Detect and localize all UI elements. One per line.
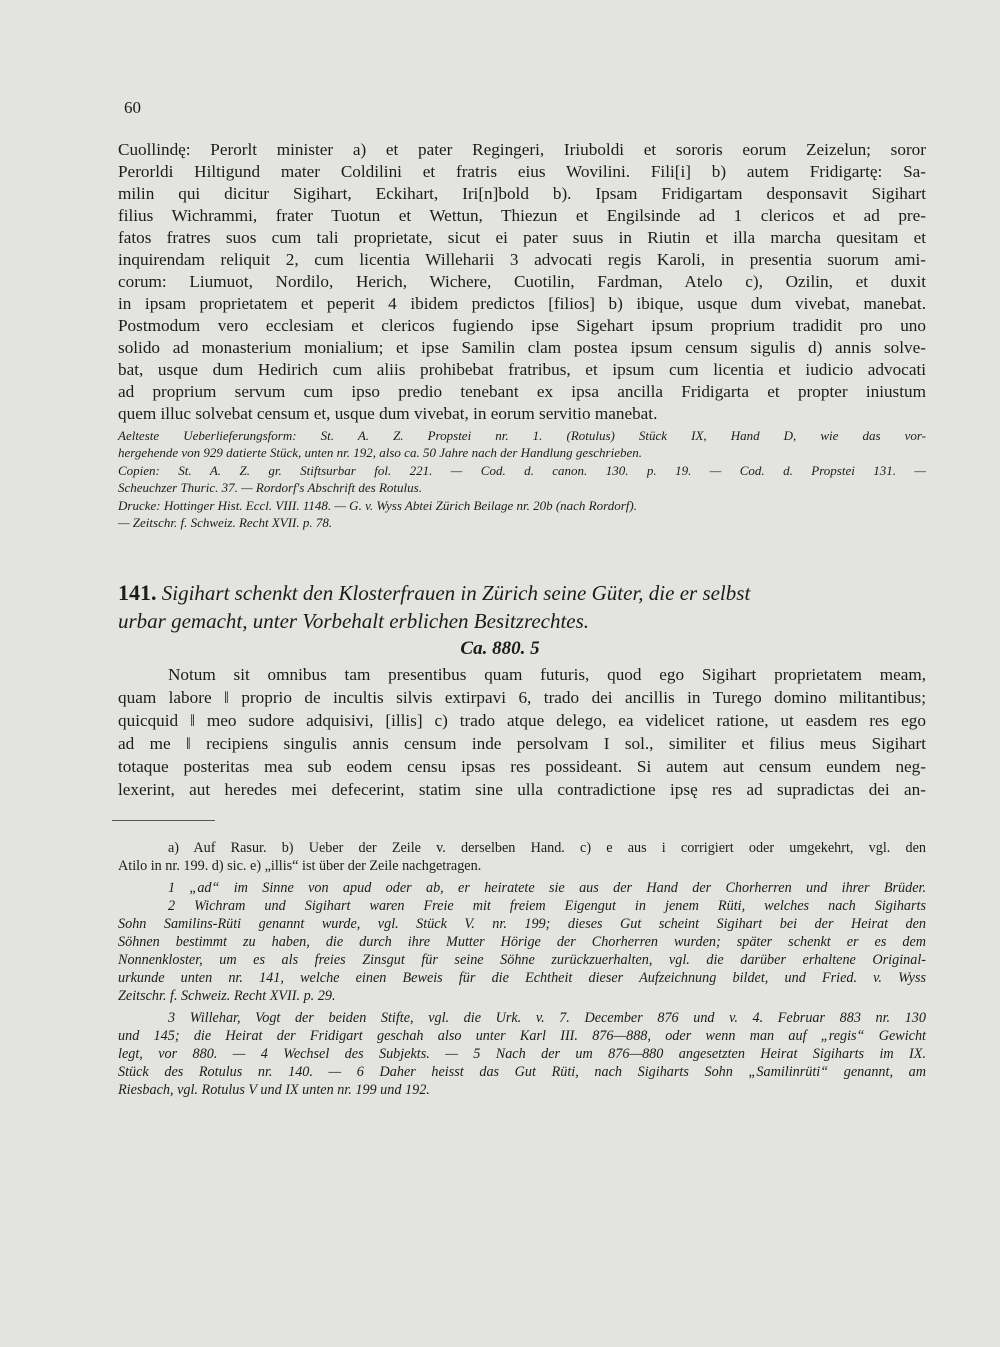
- text-line: quem illuc solvebat censum et, usque dum vivebat, in eorum servitio manebat.: [118, 404, 658, 423]
- charter-date: Ca. 880. 5: [460, 638, 540, 659]
- charter-text-line: totaque posteritas mea sub eodem censu ipsas res possideant. Si autem aut censum eundem neg-: [118, 757, 926, 776]
- charter-text-line: lexerint, aut heredes mei defecerint, statim sine ulla contradictione ipsę res ad supradictas dei an-: [118, 780, 926, 799]
- source-line: Copien: St. A. Z. gr. Stiftsurbar fol. 221. — Cod. d. canon. 130. p. 19. — Cod. d. Propstei 131. —: [118, 463, 926, 478]
- footnote-divider: [112, 820, 215, 821]
- charter-title-line: urbar gemacht, unter Vorbehalt erblichen Besitzrechtes.: [118, 609, 590, 633]
- text-line: Cuollindę: Perorlt minister a) et pater Regingeri, Iriuboldi et sororis eorum Zeizelun; soror: [118, 140, 926, 159]
- text-line: Postmodum vero ecclesiam et clericos fugiendo ipse Sigehart ipsum proprium tradidit pro uno: [118, 316, 926, 335]
- text-line: solido ad monasterium monialium; et ipse Samilin clam postea ipsum censum sigulis d) annis solve-: [118, 338, 926, 357]
- source-line: — Zeitschr. f. Schweiz. Recht XVII. p. 78.: [118, 515, 333, 530]
- numbered-note-line: und 145; die Heirat der Fridigart geschah also unter Karl III. 876—888, oder wenn man auf „regis“ Gewicht: [118, 1028, 926, 1044]
- charter-text-line: quicquid ‖ meo sudore adquisivi, [illis] c) trado atque delego, ea videlicet ratione, ut easdem res ego: [118, 711, 926, 730]
- text-line: Perorldi Hiltigund mater Coldilini et fratris eius Wovilini. Fili[i] b) autem Fridigartę: Sa-: [118, 162, 926, 181]
- text-line: milin qui dicitur Sigihart, Eckihart, Iri[n]bold b). Ipsam Fridigartam desponsavit Sigihart: [118, 184, 926, 203]
- text-line: in ipsam proprietatem et peperit 4 ibidem predictos [filios] b) ibique, usque dum vivebat, manebat.: [118, 294, 926, 313]
- numbered-note-line: 3 Willehar, Vogt der beiden Stifte, vgl. die Urk. v. 7. December 876 und v. 4. Februar 883 nr. 130: [168, 1010, 926, 1026]
- footnote-line: Atilo in nr. 199. d) sic. e) „illis“ ist über der Zeile nachgetragen.: [118, 858, 482, 874]
- source-line: Scheuchzer Thuric. 37. — Rordorf's Abschrift des Rotulus.: [118, 480, 422, 495]
- charter-text-line: Notum sit omnibus tam presentibus quam futuris, quod ego Sigihart proprietatem meam,: [168, 665, 926, 684]
- charter-text-line: quam labore ‖ proprio de incultis silvis extirpavi 6, trado dei ancillis in Turego domino militantibus;: [118, 688, 926, 707]
- numbered-note-line: Zeitschr. f. Schweiz. Recht XVII. p. 29.: [118, 988, 336, 1004]
- charter-number: 141.: [118, 580, 157, 605]
- numbered-note-line: Riesbach, vgl. Rotulus V und IX unten nr. 199 und 192.: [118, 1082, 430, 1098]
- page-number: 60: [124, 98, 141, 117]
- source-line: Drucke: Hottinger Hist. Eccl. VIII. 1148. — G. v. Wyss Abtei Zürich Beilage nr. 20b (nach Rordorf).: [118, 498, 637, 513]
- charter-title-line: Sigihart schenkt den Klosterfrauen in Zürich seine Güter, die er selbst: [161, 581, 751, 605]
- numbered-note-line: Sohn Samilins-Rüti genannt wurde, vgl. Stück V. nr. 199; dieses Gut scheint Sigihart bei der Heirat den: [118, 916, 926, 932]
- numbered-note-line: 2 Wichram und Sigihart waren Freie mit freiem Eigengut in jenem Rüti, welches nach Sigiharts: [168, 898, 926, 914]
- numbered-note-line: legt, vor 880. — 4 Wechsel des Subjekts. — 5 Nach der um 876—880 angesetzten Heirat Sigiharts im IX.: [118, 1046, 926, 1062]
- numbered-note-line: Nonnenkloster, um es als freies Zinsgut für seine Söhne zurückzuerhalten, vgl. die darüber erhaltene Original-: [118, 952, 926, 968]
- text-line: bat, usque dum Hedirich cum aliis prohibebat fratribus, et ipsum cum licentia et iudicio advocati: [118, 360, 926, 379]
- text-line: inquirendam reliquit 2, cum licentia Willeharii 3 advocati regis Karoli, in presentia suorum ami-: [118, 250, 926, 269]
- charter-text-line: ad me ‖ recipiens singulis annis censum inde persolvam I sol., similiter et filius meus Sigihart: [118, 734, 926, 753]
- numbered-note-line: Söhnen bestimmt zu haben, die durch ihre Mutter Hörige der Chorherren wurden; später schenkt er es dem: [118, 934, 926, 950]
- numbered-note-line: Stück des Rotulus nr. 140. — 6 Daher heisst das Gut Rüti, nach Sigiharts Sohn „Samilinrüti“ genannt, am: [118, 1064, 926, 1080]
- source-line: hergehende von 929 datierte Stück, unten nr. 192, also ca. 50 Jahre nach der Handlung geschrieben.: [118, 445, 642, 460]
- numbered-note-line: 1 „ad“ im Sinne von apud oder ab, er heiratete sie aus der Hand der Chorherren und ihrer Brüder.: [168, 880, 926, 896]
- numbered-note-line: urkunde unten nr. 141, welche einen Beweis für die Echtheit dieser Aufzeichnung bildet, und Fried. v. Wyss: [118, 970, 926, 986]
- text-line: fatos fratres suos cum tali proprietate, sicut ei pater suus in Riutin et illa marcha quesitam et: [118, 228, 926, 247]
- text-line: filius Wichrammi, frater Tuotun et Wettun, Thiezun et Engilsinde ad 1 clericos et ad pre-: [118, 206, 926, 225]
- text-line: corum: Liumuot, Nordilo, Herich, Wichere, Cuotilin, Fardman, Atelo c), Ozilin, et duxit: [118, 272, 926, 291]
- source-line: Aelteste Ueberlieferungsform: St. A. Z. Propstei nr. 1. (Rotulus) Stück IX, Hand D, wie das vor-: [118, 428, 926, 443]
- text-line: ad proprium servum cum ipso predio tenebant ex ipsa ancilla Fridigarta et propter iniustum: [118, 382, 926, 401]
- footnote-line: a) Auf Rasur. b) Ueber der Zeile v. derselben Hand. c) e aus i corrigiert oder umgekehrt, vgl. den: [168, 840, 926, 856]
- charter-heading: [118, 580, 926, 606]
